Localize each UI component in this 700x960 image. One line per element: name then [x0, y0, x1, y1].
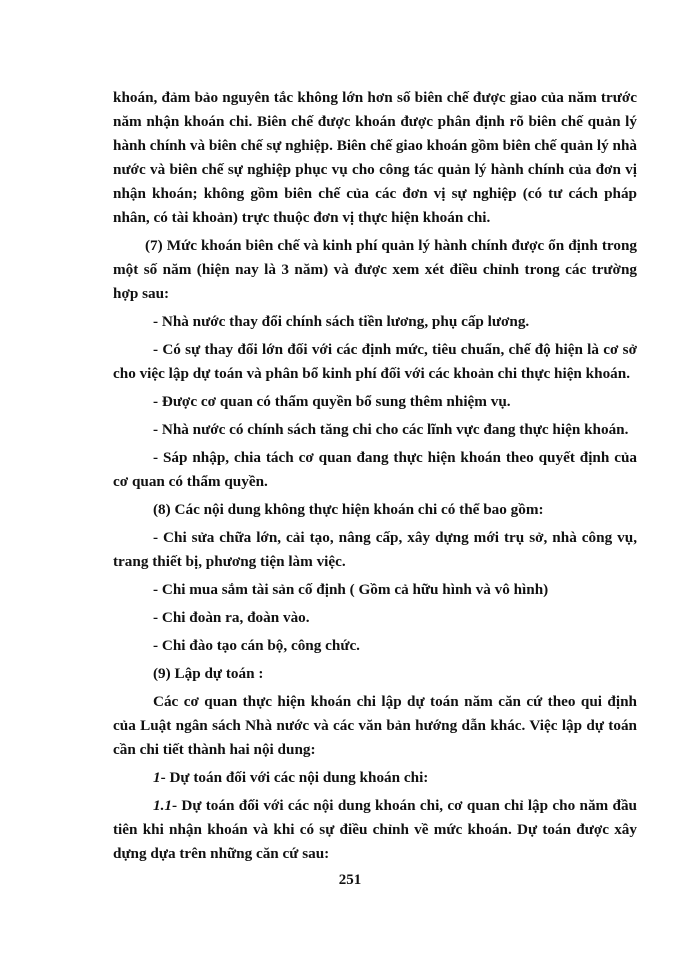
bullet-increased-spending: - Nhà nước có chính sách tăng chi cho các lĩnh vực đang thực hiện khoán.	[153, 421, 629, 438]
paragraph-item-7: (7) Mức khoán biên chế và kinh phí quản lý hành chính được ổn định trong một số năm (hiện nay là 3 năm) và được xem xét điều chỉnh trong các trường hợp sau:	[113, 237, 637, 302]
bullet-salary-policy: - Nhà nước thay đổi chính sách tiền lương, phụ cấp lương.	[153, 313, 530, 330]
bullet-added-tasks: - Được cơ quan có thẩm quyền bổ sung thêm nhiệm vụ.	[153, 393, 511, 410]
bullet-delegations: - Chi đoàn ra, đoàn vào.	[153, 609, 310, 626]
subitem-1-1-number: 1.1	[153, 797, 172, 814]
body-text	[113, 86, 637, 870]
paragraph-staffing-continued: khoán, đảm bảo nguyên tắc không lớn hơn số biên chế được giao của năm trước năm nhận khoán chi. Biên chế được khoán được phân định rõ biên chế quản lý hành chính và biên chế sự nghiệp. Biên chế giao khoán gồm biên chế quản lý nhà nước và biên chế sự nghiệp phục vụ cho công tác quản lý hành chính của đơn vị nhận khoán; không gồm biên chế của các đơn vị sự nghiệp (có tư cách pháp nhân, có tài khoản) trực thuộc đơn vị thực hiện khoán chi.	[113, 89, 637, 226]
subitem-1-text: - Dự toán đối với các nội dung khoán chi:	[160, 769, 429, 786]
bullet-norms-change: - Có sự thay đổi lớn đối với các định mức, tiêu chuẩn, chế độ hiện là cơ sở cho việc lập dự toán và phân bổ kinh phí đối với các khoản chi thực hiện khoán.	[113, 341, 637, 382]
paragraph-item-9: (9) Lập dự toán :	[153, 665, 264, 682]
bullet-training: - Chi đào tạo cán bộ, công chức.	[153, 637, 360, 654]
paragraph-subitem-1-1	[113, 794, 637, 866]
page-number: 251	[338, 872, 362, 888]
subitem-1-1-text: - Dự toán đối với các nội dung khoán chi, cơ quan chỉ lập cho năm đầu tiên khi nhận khoán và khi có sự điều chỉnh về mức khoán. Dự toán được xây dựng dựa trên những căn cứ sau:	[113, 797, 637, 862]
paragraph-item-8: (8) Các nội dung không thực hiện khoán chi có thể bao gồm:	[153, 501, 544, 518]
paragraph-budget-estimate: Các cơ quan thực hiện khoán chi lập dự toán năm căn cứ theo qui định của Luật ngân sách Nhà nước và các văn bản hướng dẫn khác. Việc lập dự toán cần chi tiết thành hai nội dung:	[113, 693, 637, 758]
paragraph-subitem-1	[113, 766, 637, 790]
bullet-fixed-assets: - Chi mua sắm tài sản cố định ( Gồm cả hữu hình và vô hình)	[153, 581, 549, 598]
bullet-major-repairs: - Chi sửa chữa lớn, cải tạo, nâng cấp, xây dựng mới trụ sở, nhà công vụ, trang thiết bị, phương tiện làm việc.	[113, 529, 637, 570]
bullet-merger-split: - Sáp nhập, chia tách cơ quan đang thực hiện khoán theo quyết định của cơ quan có thẩm quyền.	[113, 449, 637, 490]
subitem-1-number: 1	[153, 769, 161, 786]
